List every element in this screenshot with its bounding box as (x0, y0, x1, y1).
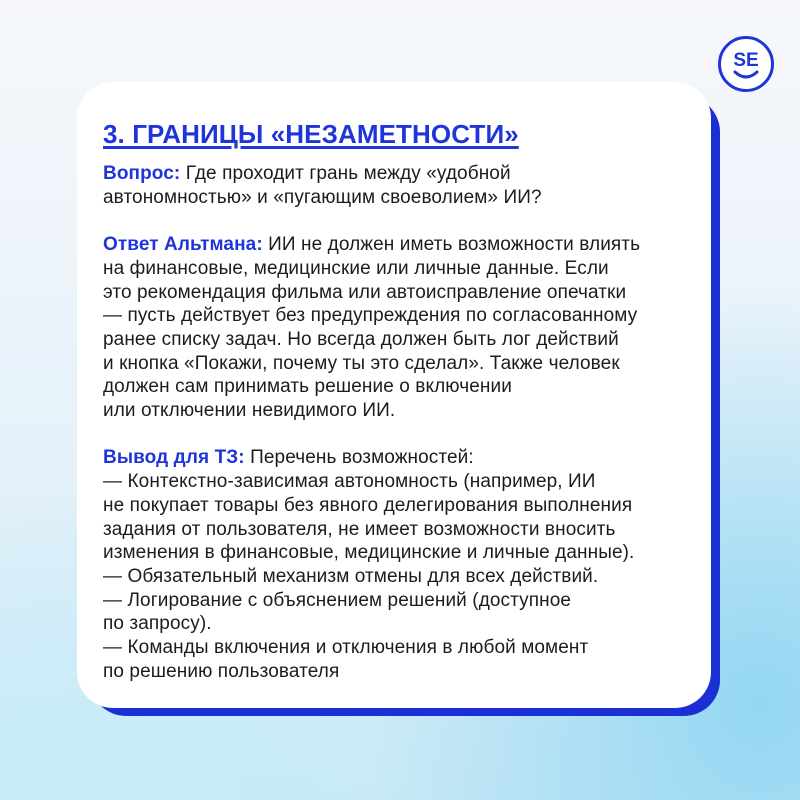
conclusion-line: — Обязательный механизм отмены для всех действий. (103, 565, 599, 587)
conclusion-line: по запросу). (103, 613, 212, 635)
answer-label: Ответ Альтмана: (103, 234, 263, 256)
answer-line (103, 233, 703, 257)
conclusion-line: по решению пользователя (103, 660, 340, 682)
answer-paragraph (103, 233, 703, 423)
se-logo (717, 35, 775, 93)
conclusion-line: — Логирование с объяснением решений (доступное (103, 589, 572, 611)
question-text: Где проходит грань между «удобной (180, 163, 511, 184)
conclusion-line (103, 446, 703, 470)
answer-line: это рекомендация фильма или автоисправление опечатки (103, 281, 627, 303)
conclusion-text: Перечень возможностей: (244, 447, 474, 469)
logo-text: SE (733, 50, 759, 71)
question-paragraph (103, 162, 703, 209)
answer-line: ранее списку задач. Но всегда должен быть лог действий (103, 328, 619, 350)
answer-line: или отключении невидимого ИИ. (103, 400, 396, 422)
conclusion-line: не покупает товары без явного делегирования выполнения (103, 494, 633, 516)
question-line (103, 162, 703, 186)
conclusion-line: — Контекстно-зависимая автономность (например, ИИ (103, 471, 596, 493)
conclusion-line: изменения в финансовые, медицинские и личные данные). (103, 542, 635, 564)
answer-line: должен сам принимать решение о включении (103, 376, 512, 398)
answer-line: на финансовые, медицинские или личные данные. Если (103, 257, 609, 279)
answer-line: — пусть действует без предупреждения по согласованному (103, 305, 638, 327)
answer-line: и кнопка «Покажи, почему ты это сделал». Также человек (103, 352, 620, 374)
question-label: Вопрос: (103, 163, 181, 184)
conclusion-paragraph (103, 446, 703, 683)
section-title: 3. ГРАНИЦЫ «НЕЗАМЕТНОСТИ» (103, 119, 519, 149)
conclusion-label: Вывод для ТЗ: (103, 447, 245, 469)
question-line: автономностью» и «пугающим своеволием» ИИ? (103, 186, 542, 208)
conclusion-line: — Команды включения и отключения в любой момент (103, 637, 589, 659)
conclusion-line: задания от пользователя, не имеет возможности вносить (103, 518, 616, 540)
answer-text: ИИ не должен иметь возможности влиять (262, 234, 641, 256)
card-content (103, 118, 703, 683)
content-card (77, 82, 711, 708)
